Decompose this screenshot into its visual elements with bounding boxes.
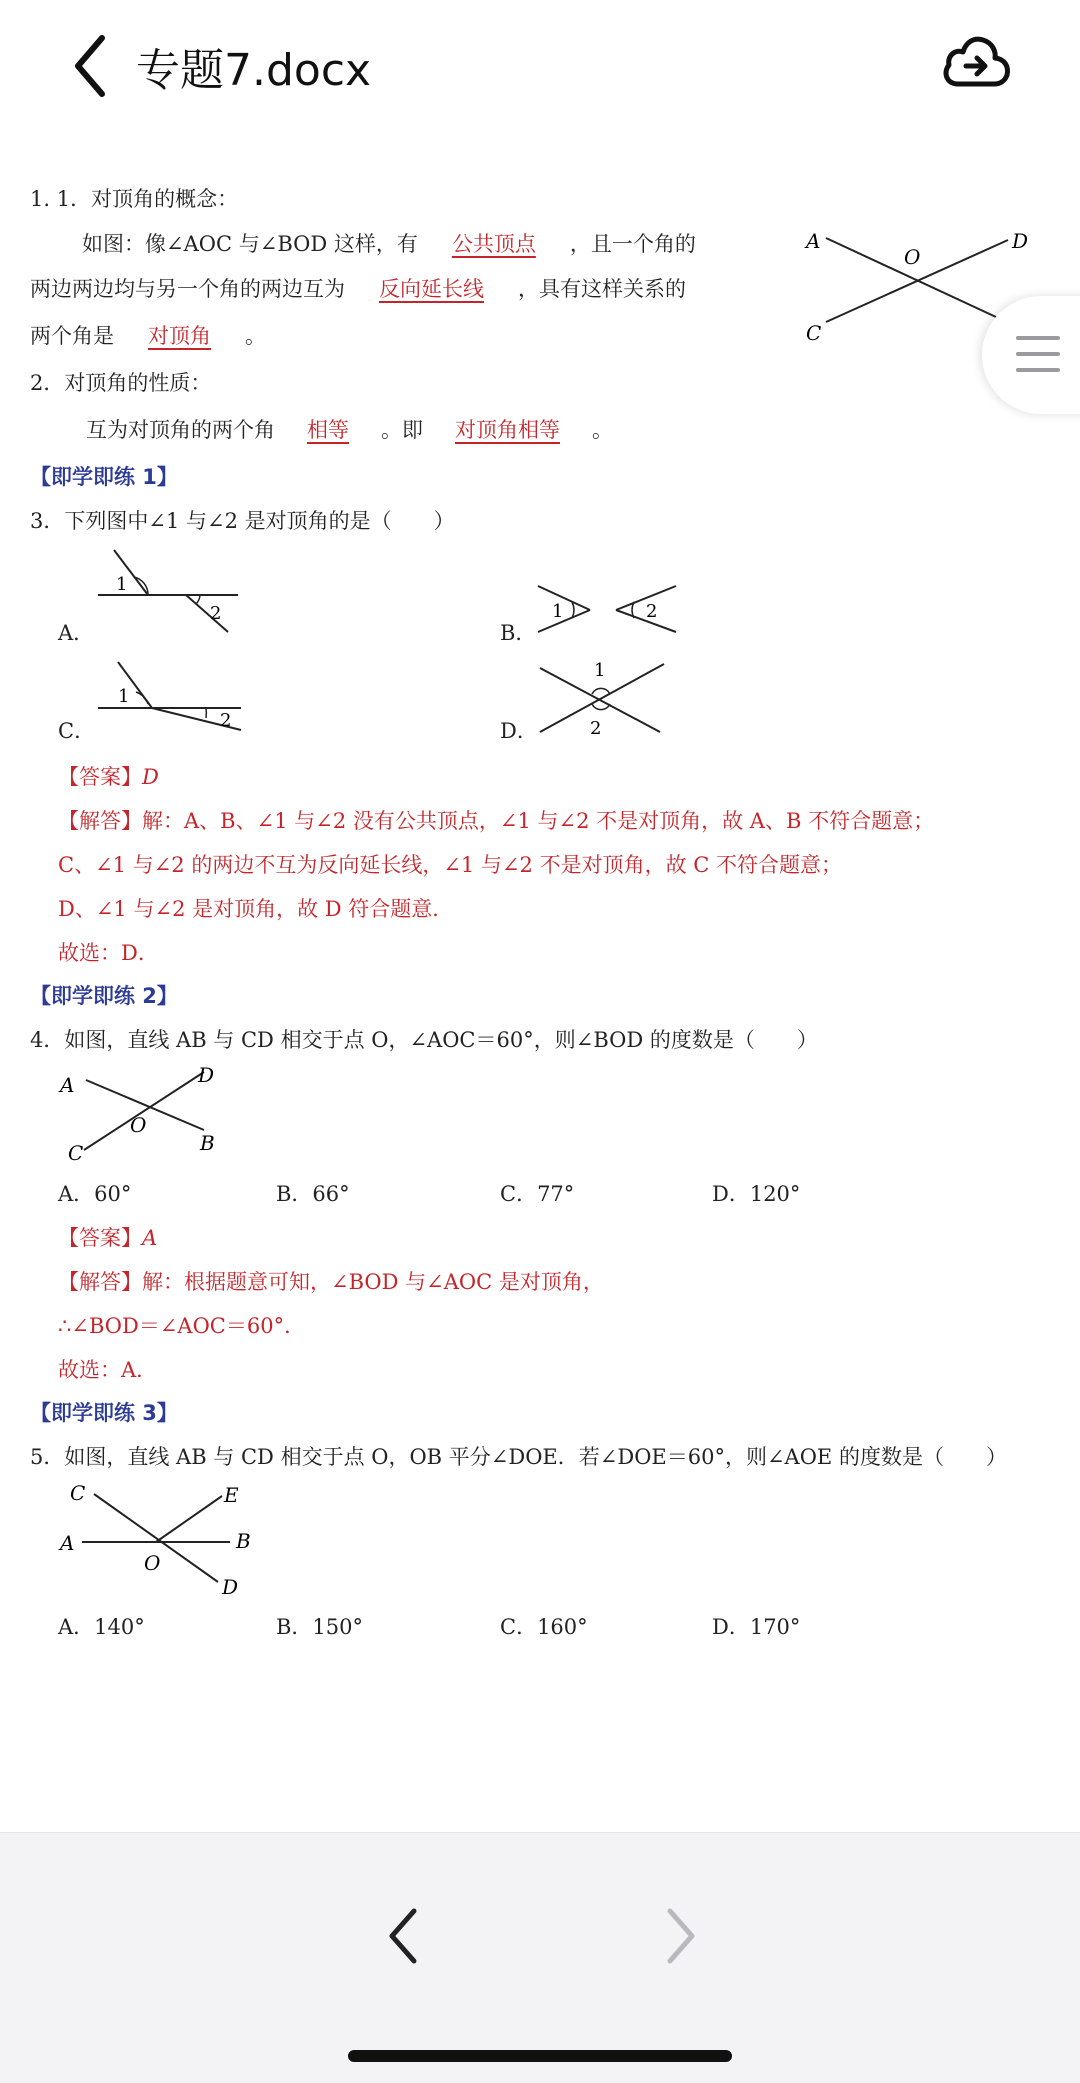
option-c-label: C． <box>58 719 96 743</box>
fig1-label-o: O <box>904 245 921 269</box>
practice2-option-c: C．77° <box>500 1182 575 1206</box>
practice2-answer: 【答案】A <box>58 1226 158 1250</box>
option-d-label: D． <box>500 719 538 743</box>
practice1-explain2: C、∠1 与∠2 的两边不互为反向延长线，∠1 与∠2 不是对顶角，故 C 不符合题意； <box>58 853 843 877</box>
figure-option-b <box>536 582 686 636</box>
blank-equal: 相等 <box>307 418 349 442</box>
fig3-label-d: D <box>222 1575 239 1598</box>
fig3-label-b: B <box>236 1529 251 1553</box>
practice2-option-a: A．60° <box>58 1182 132 1206</box>
fig2-label-d: D <box>198 1063 215 1087</box>
option-a-label: A． <box>58 621 95 645</box>
bottom-nav-bar <box>0 1832 1080 2083</box>
practice2-option-d: D．120° <box>712 1182 801 1206</box>
practice2-question: 4．如图，直线 AB 与 CD 相交于点 O，∠AOC＝60°，则∠BOD 的度数是（ ） <box>30 1028 818 1052</box>
fig2-label-a: A <box>60 1073 75 1097</box>
blank-vertical-angles-equal: 对顶角相等 <box>455 418 560 442</box>
figure-option-d <box>536 654 670 738</box>
practice2-explain2: ∴∠BOD＝∠AOC＝60°． <box>58 1314 306 1338</box>
practice1-choose: 故选：D． <box>58 941 159 965</box>
fig3-label-a: A <box>60 1531 75 1555</box>
figure-option-c <box>96 660 246 732</box>
next-page-button[interactable] <box>656 1901 706 1971</box>
practice1-answer: 【答案】D <box>58 765 159 789</box>
svg-text:2: 2 <box>646 601 658 622</box>
practice3-option-c: C．160° <box>500 1615 588 1639</box>
option-b-label: B． <box>500 621 537 645</box>
fig3-label-e: E <box>224 1483 239 1507</box>
document-title: 专题7.docx <box>136 45 372 96</box>
figure-option-a <box>96 548 246 638</box>
fig2-label-o: O <box>130 1113 147 1137</box>
svg-text:1: 1 <box>594 660 606 681</box>
fig2-label-b: B <box>200 1131 215 1155</box>
practice1-tag: 【即学即练 1】 <box>30 465 178 489</box>
svg-text:2: 2 <box>590 718 602 738</box>
fig3-label-c: C <box>70 1481 86 1505</box>
figure-practice2 <box>54 1060 244 1164</box>
hamburger-menu-icon <box>1016 334 1060 374</box>
blank-vertical-angle: 对顶角 <box>148 324 211 348</box>
chevron-right-icon <box>656 1901 706 1971</box>
practice2-tag: 【即学即练 2】 <box>30 984 178 1008</box>
svg-text:1: 1 <box>552 601 564 622</box>
previous-page-button[interactable] <box>378 1901 428 1971</box>
fig2-label-c: C <box>68 1141 84 1164</box>
practice3-question: 5．如图，直线 AB 与 CD 相交于点 O，OB 平分∠DOE．若∠DOE＝60°，则∠AOE 的度数是（ ） <box>30 1445 1007 1469</box>
blank-common-vertex: 公共顶点 <box>451 232 536 256</box>
section2-line: 互为对顶角的两个角 相等 。即 对顶角相等 。 <box>86 418 613 442</box>
practice1-explain1: 【解答】解：A、B、∠1 与∠2 没有公共顶点，∠1 与∠2 不是对顶角，故 A、B 不符合题意； <box>58 809 935 833</box>
home-indicator[interactable] <box>348 2050 732 2062</box>
svg-text:1: 1 <box>116 574 128 595</box>
section2-heading: 2．对顶角的性质： <box>30 371 212 395</box>
practice3-tag: 【即学即练 3】 <box>30 1401 178 1425</box>
practice2-explain1: 【解答】解：根据题意可知，∠BOD 与∠AOC 是对顶角， <box>58 1270 604 1294</box>
practice2-choose: 故选：A． <box>58 1358 158 1382</box>
chevron-left-icon <box>378 1901 428 1971</box>
svg-text:2: 2 <box>220 710 232 731</box>
fig3-label-o: O <box>144 1551 161 1575</box>
blank-reverse-extension: 反向延长线 <box>379 277 484 301</box>
fig1-label-d: D <box>1012 229 1029 253</box>
practice3-option-d: D．170° <box>712 1615 801 1639</box>
fig1-label-c: C <box>806 321 822 345</box>
section1-line2: 两边两边均与另一个角的两边互为 反向延长线 ，具有这样关系的 <box>30 277 686 301</box>
section1-line1: 如图：像∠AOC 与∠BOD 这样，有 公共顶点 ，且一个角的 <box>82 232 696 256</box>
practice1-explain3: D、∠1 与∠2 是对顶角，故 D 符合题意． <box>58 897 454 921</box>
practice3-option-a: A．140° <box>58 1615 145 1639</box>
svg-text:1: 1 <box>118 686 130 707</box>
fig1-label-a: A <box>806 229 821 253</box>
practice1-question: 3．下列图中∠1 与∠2 是对顶角的是（ ） <box>30 509 455 533</box>
figure-practice3 <box>54 1476 274 1598</box>
section1-heading: 1. 1．对顶角的概念： <box>30 187 239 211</box>
section1-line3: 两个角是 对顶角 。 <box>30 324 266 348</box>
practice2-option-b: B．66° <box>276 1182 350 1206</box>
practice3-option-b: B．150° <box>276 1615 364 1639</box>
svg-text:2: 2 <box>210 603 222 624</box>
